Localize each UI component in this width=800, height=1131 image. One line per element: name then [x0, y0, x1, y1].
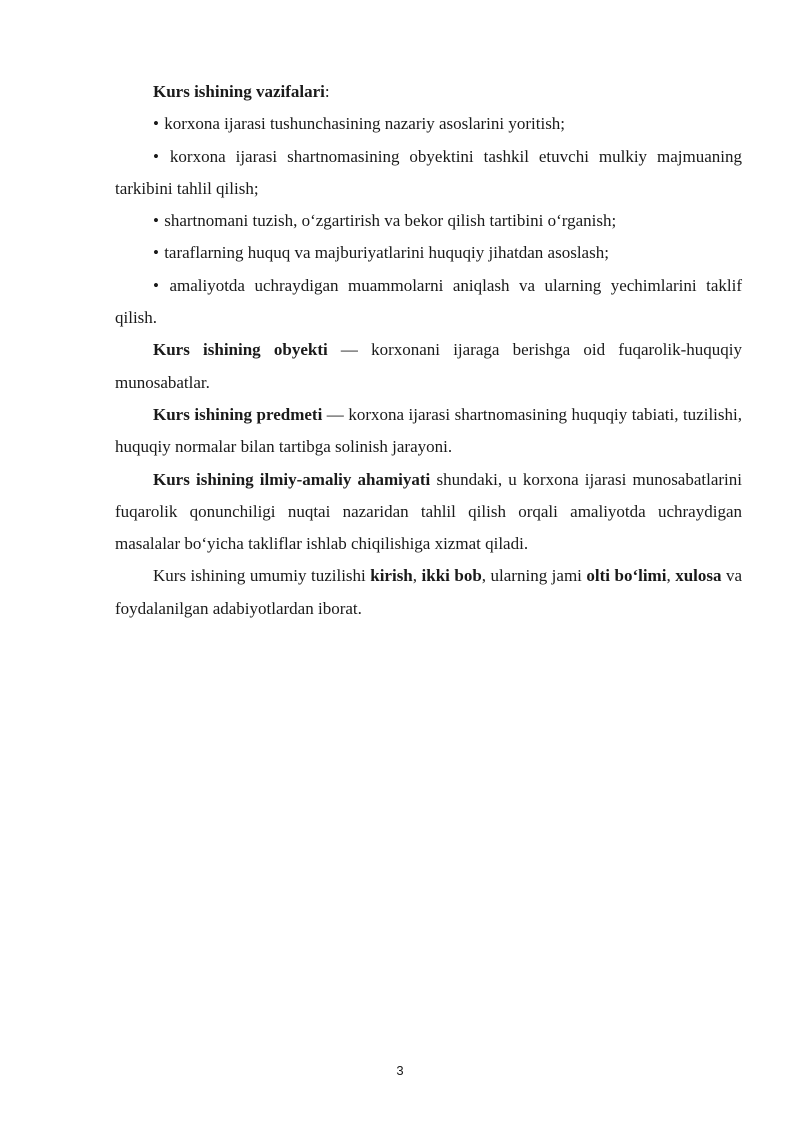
structure-sep-2: , — [666, 566, 676, 586]
task-text: korxona ijarasi shartnomasining obyektini tashkil etuvchi mulkiy majmuaning tarkibini tahlil qilish; — [115, 146, 743, 198]
task-item-5 — [115, 270, 742, 335]
task-item-3 — [115, 205, 742, 237]
structure-mid: , ularning jami — [481, 566, 587, 586]
task-text: amaliyotda uchraydigan muammolarni aniqlash va ularning yechimlarini taklif qilish. — [115, 275, 742, 328]
object-label: Kurs ishining obyekti — [153, 340, 328, 360]
structure-chapters: ikki bob — [421, 566, 482, 586]
bullet-icon: • — [153, 211, 159, 231]
tasks-heading-title: Kurs ishining vazifalari — [153, 82, 325, 101]
task-text: korxona ijarasi tushunchasining nazariy asoslarini yoritish; — [164, 114, 566, 134]
bullet-icon: • — [153, 275, 159, 295]
object-text: — korxonani ijaraga berishga oid fuqarolik-huquqiy munosabatlar. — [115, 340, 743, 392]
task-item-4 — [115, 237, 742, 269]
bullet-icon: • — [153, 114, 159, 134]
significance-label: Kurs ishining ilmiy-amaliy ahamiyati — [153, 469, 431, 489]
tasks-heading-colon: : — [324, 82, 330, 101]
task-item-1 — [115, 108, 742, 140]
structure-paragraph — [115, 560, 742, 625]
bullet-icon: • — [153, 146, 159, 166]
structure-suffix: va foydalanilgan adabiyotlardan iborat. — [115, 566, 743, 618]
significance-paragraph — [115, 464, 742, 561]
task-item-2 — [115, 141, 742, 206]
tasks-heading — [115, 76, 742, 108]
structure-sep-1: , — [412, 566, 422, 586]
task-text: taraflarning huquq va majburiyatlarini huquqiy jihatdan asoslash; — [164, 243, 609, 263]
page-number: 3 — [396, 1063, 404, 1078]
subject-label: Kurs ishining predmeti — [153, 404, 323, 424]
subject-text: — korxona ijarasi shartnomasining huquqiy tabiati, tuzilishi, huquqiy normalar bilan tartibga solinish jarayoni. — [115, 404, 742, 457]
page-content — [115, 76, 742, 625]
structure-prefix: Kurs ishining umumiy tuzilishi — [153, 566, 371, 586]
bullet-icon: • — [153, 243, 159, 263]
task-text: shartnomani tuzish, o‘zgartirish va bekor qilish tartibini o‘rganish; — [164, 211, 617, 231]
structure-intro: kirish — [370, 566, 413, 586]
structure-sections: olti bo‘limi — [586, 566, 667, 586]
significance-text: shundaki, u korxona ijarasi munosabatlarini fuqarolik qonunchiligi nuqtai nazaridan tahlil qilish orqali amaliyotda uchraydigan masalalar bo‘yicha takliflar ishlab chiqilishiga xizmat qiladi. — [115, 469, 742, 554]
subject-paragraph — [115, 399, 742, 464]
structure-conclusion: xulosa — [675, 566, 722, 586]
object-paragraph — [115, 334, 742, 399]
